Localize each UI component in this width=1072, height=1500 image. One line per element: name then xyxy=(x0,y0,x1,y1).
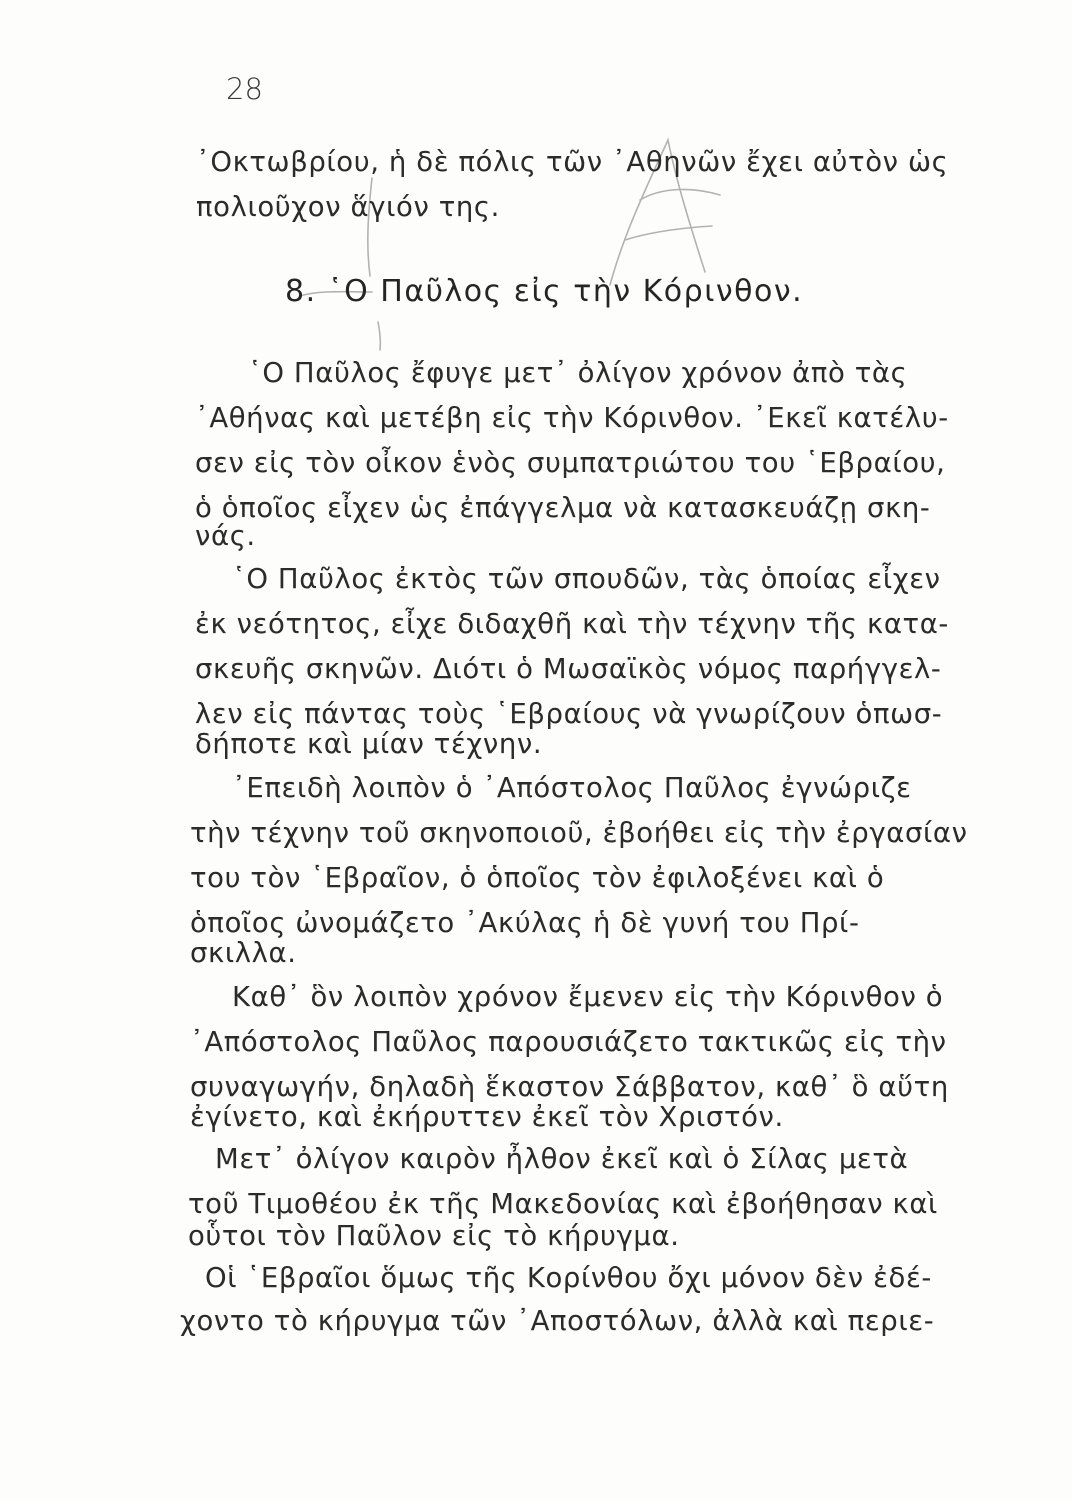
body-line-18: συναγωγήν, δηλαδὴ ἕκαστον Σάββατον, καθ᾿ ὃ αὕτη xyxy=(190,1071,949,1103)
body-line-2: ᾿Αθήνας καὶ μετέβη εἰς τὴν Κόρινθον. ᾿Εκεῖ κατέλυ- xyxy=(195,402,949,434)
body-line-21: τοῦ Τιμοθέου ἐκ τῆς Μακεδονίας καὶ ἐβοήθησαν καὶ xyxy=(188,1188,938,1220)
body-line-4: ὁ ὁποῖος εἶχεν ὡς ἐπάγγελμα νὰ κατασκευάζῃ σκη- xyxy=(195,492,931,524)
body-line-9: λεν εἰς πάντας τοὺς ῾Εβραίους νὰ γνωρίζουν ὁπωσ- xyxy=(195,698,943,730)
body-line-6: ῾Ο Παῦλος ἐκτὸς τῶν σπουδῶν, τὰς ὁποίας εἶχεν xyxy=(232,563,941,595)
body-line-20: Μετ᾿ ὀλίγον καιρὸν ἦλθον ἐκεῖ καὶ ὁ Σίλας μετὰ xyxy=(215,1143,909,1175)
body-line-7: ἐκ νεότητος, εἶχε διδαχθῆ καὶ τὴν τέχνην τῆς κατα- xyxy=(195,608,949,640)
body-line-13: του τὸν ῾Εβραῖον, ὁ ὁποῖος τὸν ἐφιλοξένει καὶ ὁ xyxy=(190,862,885,894)
body-line-3: σεν εἰς τὸν οἶκον ἑνὸς συμπατριώτου του ῾Εβραίου, xyxy=(195,447,946,479)
intro-line-2: πολιοῦχον ἅγιόν της. xyxy=(196,191,501,223)
body-line-1: ῾Ο Παῦλος ἔφυγε μετ᾿ ὀλίγον χρόνον ἀπὸ τὰς xyxy=(248,357,908,389)
body-line-16: Καθ᾿ ὃν λοιπὸν χρόνον ἔμενεν εἰς τὴν Κόρινθον ὁ xyxy=(232,981,944,1013)
body-line-11: ᾿Επειδὴ λοιπὸν ὁ ᾿Απόστολος Παῦλος ἐγνώριζε xyxy=(232,772,912,804)
body-line-14: ὁποῖος ὠνομάζετο ᾿Ακύλας ἡ δὲ γυνή του Πρί- xyxy=(190,907,860,939)
body-line-8: σκευῆς σκηνῶν. Διότι ὁ Μωσαϊκὸς νόμος παρήγγελ- xyxy=(195,653,942,685)
page-number: 28 xyxy=(226,72,263,106)
body-line-10: δήποτε καὶ μίαν τέχνην. xyxy=(195,728,543,760)
body-line-17: ᾿Απόστολος Παῦλος παρουσιάζετο τακτικῶς εἰς τὴν xyxy=(190,1026,947,1058)
section-heading: 8. ῾Ο Παῦλος εἰς τὴν Κόρινθον. xyxy=(285,274,804,309)
body-line-24: χοντο τὸ κήρυγμα τῶν ᾿Αποστόλων, ἀλλὰ καὶ περιε- xyxy=(180,1305,935,1337)
body-line-5: νάς. xyxy=(195,520,256,552)
intro-line-1: ᾿Οκτωβρίου, ἡ δὲ πόλις τῶν ᾿Αθηνῶν ἔχει αὐτὸν ὡς xyxy=(196,146,949,178)
body-line-22: οὗτοι τὸν Παῦλον εἰς τὸ κήρυγμα. xyxy=(188,1220,680,1252)
body-line-12: τὴν τέχνην τοῦ σκηνοποιοῦ, ἐβοήθει εἰς τὴν ἐργασίαν xyxy=(190,817,968,849)
body-line-23: Οἱ ῾Εβραῖοι ὅμως τῆς Κορίνθου ὄχι μόνον δὲν ἐδέ- xyxy=(205,1262,932,1294)
body-line-15: σκιλλα. xyxy=(190,937,297,969)
body-line-19: ἐγίνετο, καὶ ἐκήρυττεν ἐκεῖ τὸν Χριστόν. xyxy=(190,1101,784,1133)
